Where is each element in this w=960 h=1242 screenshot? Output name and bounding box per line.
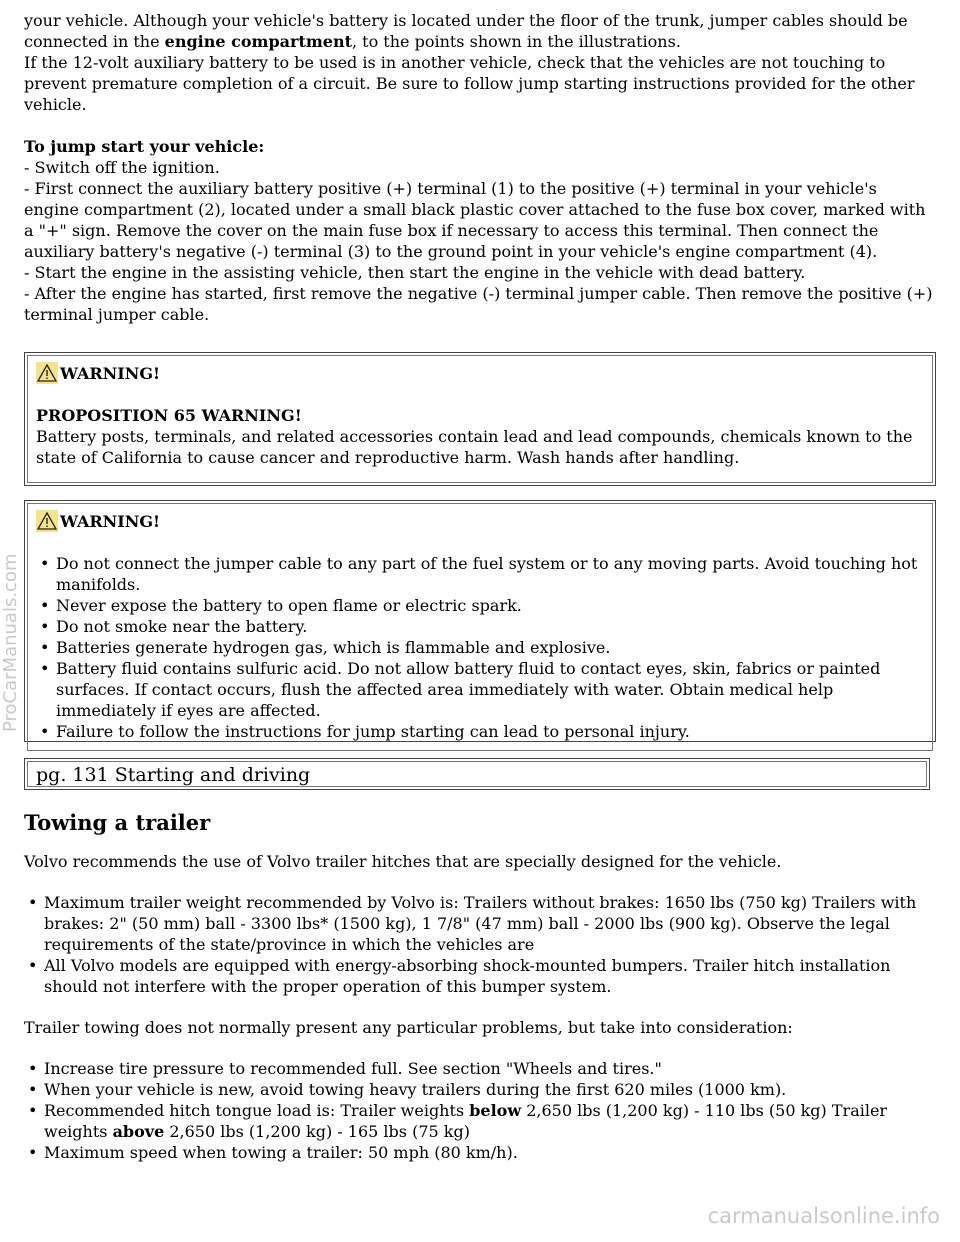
warning-text: Battery posts, terminals, and related accessories contain lead and lead compounds, chemicals known to the state of California to cause cancer and reproductive harm. Wash hands after handling. bbox=[36, 427, 913, 467]
intro-paragraph bbox=[24, 10, 936, 52]
warning-list bbox=[36, 553, 924, 742]
warning-title-row bbox=[36, 510, 924, 532]
warning-title: WARNING! bbox=[60, 364, 161, 383]
intro-text-b: , to the points shown in the illustrations. bbox=[351, 32, 681, 51]
tongue-load-text-1: Recommended hitch tongue load is: Trailer weights bbox=[44, 1101, 470, 1120]
intro-paragraph-2: If the 12-volt auxiliary battery to be used is in another vehicle, check that the vehicles are not touching to prevent premature completion of a circuit. Be sure to follow jump starting instructions provided for the other vehicle. bbox=[24, 53, 915, 114]
warning-box-jump-start bbox=[24, 500, 936, 742]
manual-page bbox=[24, 0, 936, 325]
jump-step-4: - After the engine has started, first remove the negative (-) terminal jumper cable. Then remove the positive (+) terminal jumper cable. bbox=[24, 284, 933, 324]
warning-list-item: • Never expose the battery to open flame or electric spark. bbox=[36, 595, 924, 616]
towing-list-item: • When your vehicle is new, avoid towing heavy trailers during the first 620 miles (1000 km). bbox=[24, 1079, 936, 1100]
towing-list-item: • All Volvo models are equipped with energy-absorbing shock-mounted bumpers. Trailer hitch installation should not interfere with the proper operation of this bumper system. bbox=[24, 955, 936, 997]
towing-list-item: • Increase tire pressure to recommended full. See section "Wheels and tires." bbox=[24, 1058, 936, 1079]
footer-watermark: carmanualsonline.info bbox=[707, 1204, 940, 1228]
warning-list-item: • Do not smoke near the battery. bbox=[36, 616, 924, 637]
jump-start-heading: To jump start your vehicle: bbox=[24, 137, 265, 156]
warning-title: WARNING! bbox=[60, 512, 161, 531]
warning-title-row bbox=[36, 362, 924, 384]
section-header-title: pg. 131 Starting and driving bbox=[27, 761, 927, 787]
tongue-load-text-2: 2,650 lbs (1,200 kg) - 110 lbs (50 kg) Trailer weights bbox=[44, 1101, 888, 1141]
warning-list-item: • Do not connect the jumper cable to any part of the fuel system or to any moving parts. Avoid touching hot manifolds. bbox=[36, 553, 924, 595]
towing-section bbox=[24, 812, 936, 1163]
tongue-load-above: above bbox=[112, 1122, 165, 1141]
warning-list-item: • Battery fluid contains sulfuric acid. Do not allow battery fluid to contact eyes, skin, fabrics or painted surfaces. If contact occurs, flush the affected area immediately with water. Obtain medical help immediately if eyes are affected. bbox=[36, 658, 924, 721]
warning-triangle-icon bbox=[36, 362, 58, 384]
side-watermark: ProCarManuals.com bbox=[0, 553, 21, 732]
towing-intro: Volvo recommends the use of Volvo trailer hitches that are specially designed for the vehicle. bbox=[24, 852, 782, 871]
jump-step-3: - Start the engine in the assisting vehicle, then start the engine in the vehicle with dead battery. bbox=[24, 263, 806, 282]
jump-step-2: - First connect the auxiliary battery positive (+) terminal (1) to the positive (+) terminal in your vehicle's engine compartment (2), located under a small black plastic cover attached to the fuse box cover, marked with a "+" sign. Remove the cover on the main fuse box if necessary to access this terminal. Then connect the auxiliary battery's negative (-) terminal (3) to the ground point in your vehicle's engine compartment (4). bbox=[24, 179, 926, 261]
towing-list-2 bbox=[24, 1058, 936, 1163]
intro-text-a: your vehicle. Although your vehicle's battery is located under the floor of the trunk, jumper cables should be connected in the bbox=[24, 11, 908, 51]
towing-heading: Towing a trailer bbox=[24, 810, 211, 835]
intro-bold-term: engine compartment bbox=[164, 32, 352, 51]
towing-list-item bbox=[24, 1100, 936, 1142]
jump-step-1: - Switch off the ignition. bbox=[24, 158, 220, 177]
towing-list-item: • Maximum speed when towing a trailer: 50 mph (80 km/h). bbox=[24, 1142, 936, 1163]
warning-box-proposition-65 bbox=[24, 352, 936, 486]
warning-list-item: • Batteries generate hydrogen gas, which is flammable and explosive. bbox=[36, 637, 924, 658]
towing-list-item: • Maximum trailer weight recommended by Volvo is: Trailers without brakes: 1650 lbs (750 kg) Trailers with brakes: 2" (50 mm) ball - 3300 lbs* (1500 kg), 1 7/8" (47 mm) ball - 2000 lbs (900 kg). Observe the legal requirements of the state/province in which the vehicles are bbox=[24, 892, 936, 955]
warning-list-item: • Failure to follow the instructions for jump starting can lead to personal injury. bbox=[36, 721, 924, 742]
tongue-load-text-3: 2,650 lbs (1,200 kg) - 165 lbs (75 kg) bbox=[164, 1122, 470, 1141]
towing-list-1 bbox=[24, 892, 936, 997]
tongue-load-below: below bbox=[469, 1101, 522, 1120]
section-header-bar bbox=[24, 758, 930, 790]
towing-consider: Trailer towing does not normally present any particular problems, but take into consideration: bbox=[24, 1018, 793, 1037]
warning-subtitle: PROPOSITION 65 WARNING! bbox=[36, 406, 302, 425]
